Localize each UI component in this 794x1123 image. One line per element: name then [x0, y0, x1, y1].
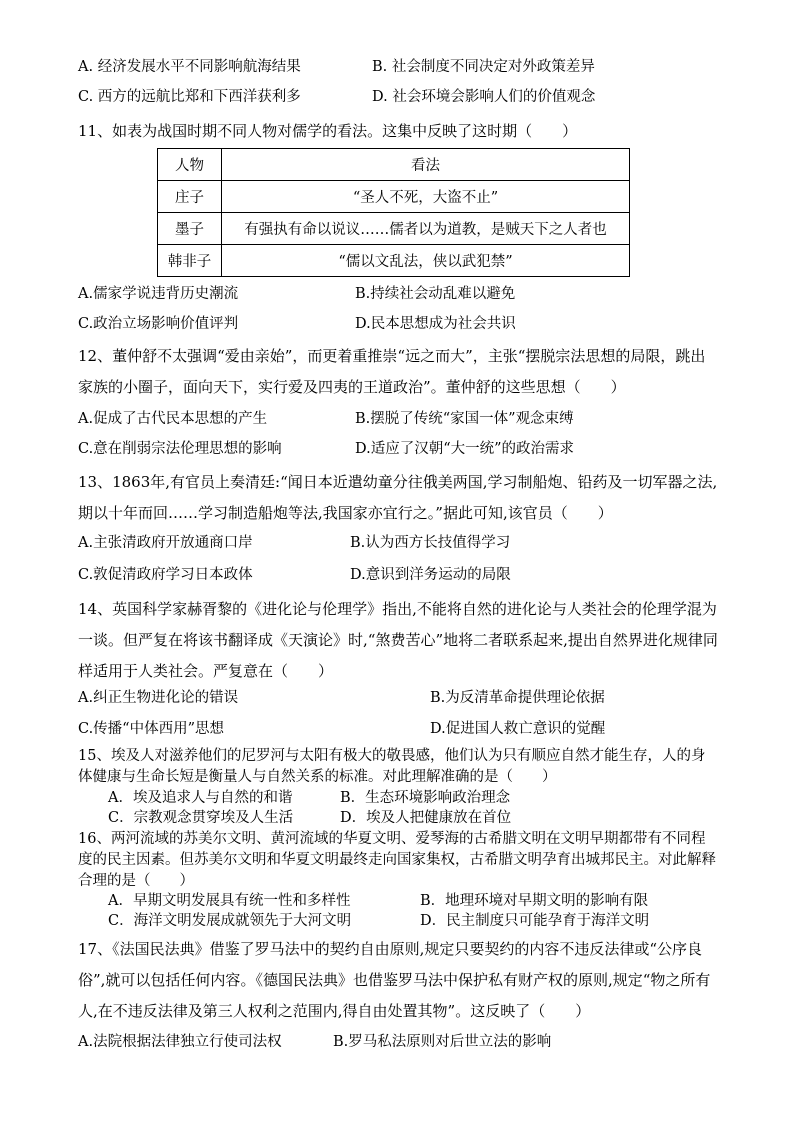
- q12-option-c[interactable]: C.意在削弱宗法伦理思想的影响: [78, 441, 282, 457]
- q14-option-c[interactable]: C.传播“中体西用”思想: [78, 721, 225, 737]
- q10-option-c[interactable]: C. 西方的远航比郑和下西洋获利多: [78, 89, 301, 105]
- q11-views-table: [157, 148, 630, 277]
- q15-option-b[interactable]: B．生态环境影响政治理念: [340, 790, 511, 806]
- q13-option-d[interactable]: D.意识到洋务运动的局限: [350, 567, 511, 583]
- q16-option-b[interactable]: B．地理环境对早期文明的影响有限: [420, 893, 649, 909]
- q13-option-b[interactable]: B.认为西方长技值得学习: [350, 535, 511, 551]
- q12-stem: 12、董仲舒不太强调“爱由亲始”，而更着重推崇“远之而大”，主张“摆脱宗法思想的局限，跳出家族的小圈子，面向天下，实行爱及四夷的王道政治”。董仲舒的这些思想（ ）: [78, 347, 706, 396]
- q10-option-a[interactable]: A. 经济发展水平不同影响航海结果: [78, 59, 301, 75]
- table-cell-person: 庄子: [158, 181, 222, 213]
- q11-option-a[interactable]: A.儒家学说违背历史潮流: [78, 286, 239, 302]
- q14-option-a[interactable]: A.纠正生物进化论的错误: [78, 690, 239, 706]
- q15-option-d[interactable]: D．埃及人把健康放在首位: [340, 810, 512, 826]
- q12-option-a[interactable]: A.促成了古代民本思想的产生: [78, 411, 268, 427]
- q16-option-c[interactable]: C．海洋文明发展成就领先于大河文明: [108, 913, 352, 929]
- q17-option-b[interactable]: B.罗马私法原则对后世立法的影响: [333, 1034, 552, 1050]
- table-header-view: 看法: [222, 149, 630, 181]
- q12-option-d[interactable]: D.适应了汉朝“大一统”的政治需求: [355, 441, 575, 457]
- q15-option-c[interactable]: C．宗教观念贯穿埃及人生活: [108, 810, 294, 826]
- q10-option-d[interactable]: D. 社会环境会影响人们的价值观念: [372, 89, 596, 105]
- table-cell-person: 韩非子: [158, 245, 222, 277]
- q17-option-a[interactable]: A.法院根据法律独立行使司法权: [78, 1034, 282, 1050]
- q14-option-d[interactable]: D.促进国人救亡意识的觉醒: [430, 721, 606, 737]
- q15-stem: 15、埃及人对滋养他们的尼罗河与太阳有极大的敬畏感，他们认为只有顺应自然才能生存，人的身体健康与生命长短是衡量人与自然关系的标准。对此理解准确的是（ ）: [78, 748, 706, 785]
- q13-option-a[interactable]: A.主张清政府开放通商口岸: [78, 535, 253, 551]
- q14-option-b[interactable]: B.为反清革命提供理论依据: [430, 690, 605, 706]
- table-row: [158, 181, 630, 213]
- q11-stem: 11、如表为战国时期不同人物对儒学的看法。这集中反映了这时期（ ）: [78, 122, 578, 140]
- q14-stem: 14、英国科学家赫胥黎的《进化论与伦理学》指出,不能将自然的进化论与人类社会的伦理学混为一谈。但严复在将该书翻译成《天演论》时,“煞费苦心”地将二者联系起来,提出自然界进化规律同样适用于人类社会。严复意在（ ）: [78, 600, 718, 680]
- q11-option-c[interactable]: C.政治立场影响价值评判: [78, 316, 239, 332]
- q11-option-d[interactable]: D.民本思想成为社会共识: [355, 316, 516, 332]
- table-cell-view: “儒以文乱法，侠以武犯禁”: [222, 245, 630, 277]
- q11-option-b[interactable]: B.持续社会动乱难以避免: [355, 286, 516, 302]
- q13-stem: 13、1863年,有官员上奏清廷:“闻日本近遣幼童分往俄美两国,学习制船炮、铅药及一切军器之法,期以十年而回……学习制造船炮等法,我国家亦宜行之。”据此可知,该官员（ ）: [78, 473, 718, 522]
- table-header-row: [158, 149, 630, 181]
- q16-stem: 16、两河流域的苏美尔文明、黄河流域的华夏文明、爱琴海的古希腊文明在文明早期都带有不同程度的民主因素。但苏美尔文明和华夏文明最终走向国家集权，古希腊文明孕育出城邦民主。对此解释合理的是（ ）: [78, 831, 716, 889]
- q12-option-b[interactable]: B.摆脱了传统“家国一体”观念束缚: [355, 411, 574, 427]
- table-cell-view: 有强执有命以说议……儒者以为道教，是贼天下之人者也: [222, 213, 630, 245]
- table-header-person: 人物: [158, 149, 222, 181]
- table-row: [158, 245, 630, 277]
- table-row: [158, 213, 630, 245]
- q17-stem: 17、《法国民法典》借鉴了罗马法中的契约自由原则,规定只要契约的内容不违反法律或“公序良俗”,就可以包括任何内容。《德国民法典》也借鉴罗马法中保护私有财产权的原则,规定“物之所有人,在不违反法律及第三人权利之范围内,得自由处置其物”。这反映了（ ）: [78, 940, 711, 1020]
- q15-option-a[interactable]: A．埃及追求人与自然的和谐: [108, 790, 293, 806]
- table-cell-view: “圣人不死，大盗不止”: [222, 181, 630, 213]
- q16-option-a[interactable]: A．早期文明发展具有统一性和多样性: [108, 893, 351, 909]
- table-cell-person: 墨子: [158, 213, 222, 245]
- q16-option-d[interactable]: D．民主制度只可能孕育于海洋文明: [420, 913, 650, 929]
- q13-option-c[interactable]: C.敦促清政府学习日本政体: [78, 567, 253, 583]
- q10-option-b[interactable]: B. 社会制度不同决定对外政策差异: [372, 59, 595, 75]
